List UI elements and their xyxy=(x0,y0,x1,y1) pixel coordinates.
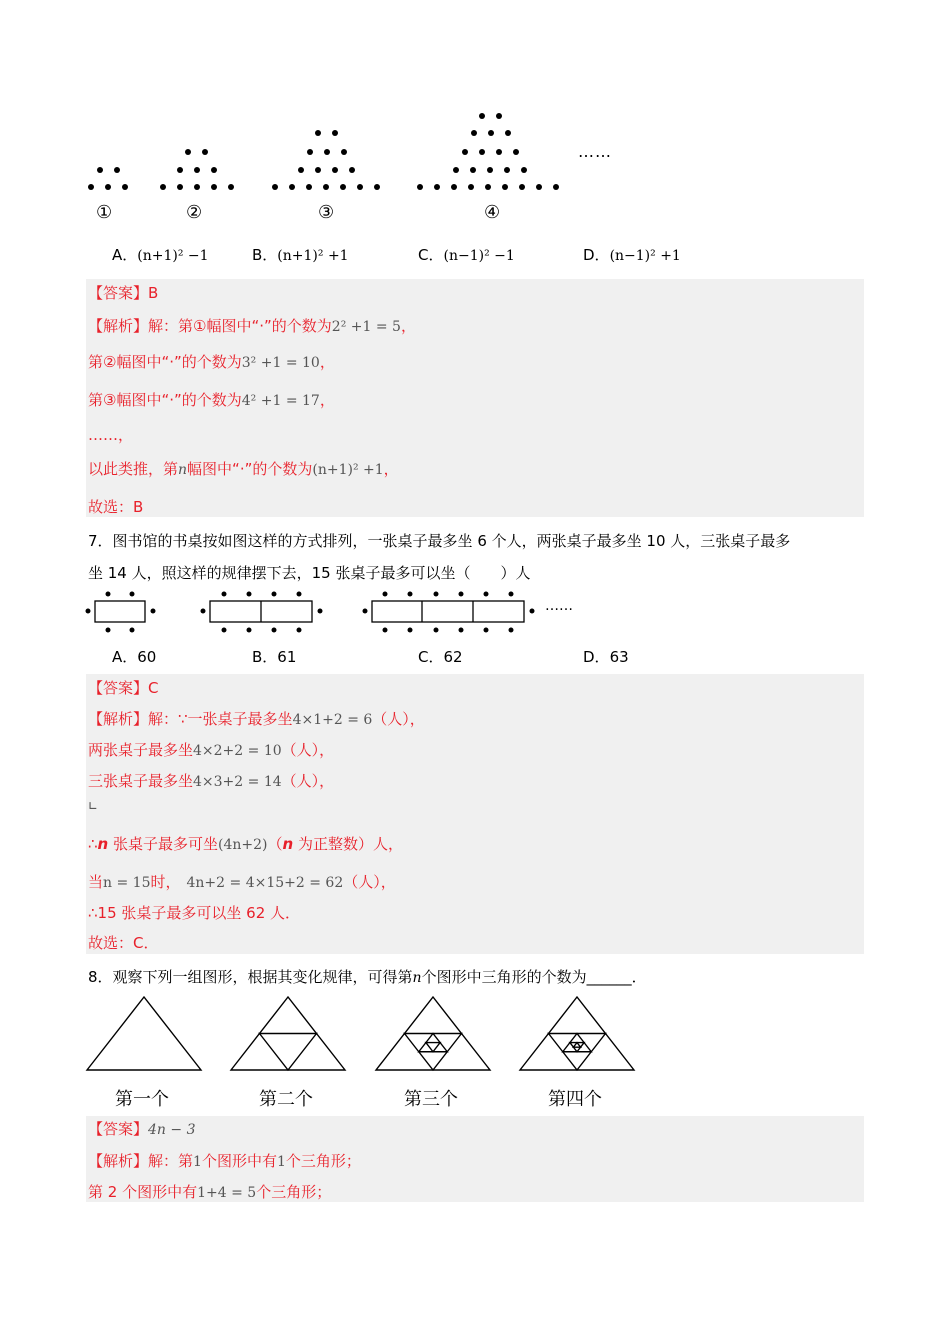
figure-label-2: ② xyxy=(186,202,203,223)
q7-analysis-line-7: ∴15 张桌子最多可以坐 62 人． xyxy=(88,904,301,922)
triangles-figure xyxy=(0,995,950,1075)
q7-stem-line-2: 坐 14 人，照这样的规律摆下去，15 张桌子最多可以坐（ ）人 xyxy=(88,564,531,582)
q7-analysis-line-5: ∴n 张桌子最多可坐(4n+2)（n 为正整数）人， xyxy=(88,835,403,853)
option-d: D．(n−1)² +1 xyxy=(583,246,681,264)
q7-analysis-line-8: 故选：C． xyxy=(88,934,159,952)
q7-option-d: D．63 xyxy=(583,648,629,666)
q6-analysis-line-2: 第②幅图中“·”的个数为3² +1 = 10， xyxy=(88,353,335,371)
figure-label-3: ③ xyxy=(318,202,335,223)
q7-stem-line-1: 7．图书馆的书桌按如图这样的方式排列，一张桌子最多坐 6 个人，两张桌子最多坐 10 人，三张桌子最多 xyxy=(88,532,791,550)
option-a: A．(n+1)² −1 xyxy=(112,246,209,264)
q7-analysis-line-6: 当n = 15时， 4n+2 = 4×15+2 = 62（人）， xyxy=(88,873,396,891)
caption-second: 第二个 xyxy=(259,1089,313,1110)
q7-option-c: C．62 xyxy=(418,648,463,666)
q6-answer: 【答案】B xyxy=(88,284,159,302)
tables-figure xyxy=(0,590,950,640)
figure-label-1: ① xyxy=(96,202,113,223)
q8-analysis-line-1: 【解析】解：第1个图形中有1个三角形； xyxy=(88,1152,361,1170)
continuation-dots: …… xyxy=(578,142,612,161)
q8-answer: 【答案】4n − 3 xyxy=(88,1120,196,1138)
q6-analysis-line-6: 故选：B xyxy=(88,498,144,516)
figure-label-4: ④ xyxy=(484,202,501,223)
q7-analysis-line-2: 两张桌子最多坐4×2+2 = 10（人）， xyxy=(88,741,335,759)
tables-continuation-dots: …… xyxy=(545,598,573,614)
option-b: B．(n+1)² +1 xyxy=(252,246,349,264)
caption-fourth: 第四个 xyxy=(548,1089,602,1110)
q7-analysis-line-3: 三张桌子最多坐4×3+2 = 14（人）， xyxy=(88,772,335,790)
caption-first: 第一个 xyxy=(115,1089,169,1110)
q7-analysis-line-1: 【解析】解：∵一张桌子最多坐4×1+2 = 6（人）， xyxy=(88,710,425,728)
q7-answer: 【答案】C xyxy=(88,679,159,697)
q8-analysis-line-2: 第 2 个图形中有1+4 = 5个三角形； xyxy=(88,1183,332,1201)
q7-option-a: A．60 xyxy=(112,648,157,666)
q6-analysis-line-1: 【解析】解：第①幅图中“·”的个数为2² +1 = 5， xyxy=(88,317,416,335)
q6-analysis-line-5: 以此类推，第n幅图中“·”的个数为(n+1)² +1， xyxy=(88,460,399,478)
q6-analysis-line-3: 第③幅图中“·”的个数为4² +1 = 17， xyxy=(88,391,335,409)
dot-pattern-figure xyxy=(0,100,950,300)
option-c: C．(n−1)² −1 xyxy=(418,246,515,264)
q7-analysis-line-4: ∟ xyxy=(88,799,99,813)
q6-analysis-line-4: ……， xyxy=(88,426,134,444)
caption-third: 第三个 xyxy=(404,1089,458,1110)
q7-option-b: B．61 xyxy=(252,648,297,666)
q8-stem: 8．观察下列一组图形，根据其变化规律，可得第n个图形中三角形的个数为______． xyxy=(88,968,647,986)
